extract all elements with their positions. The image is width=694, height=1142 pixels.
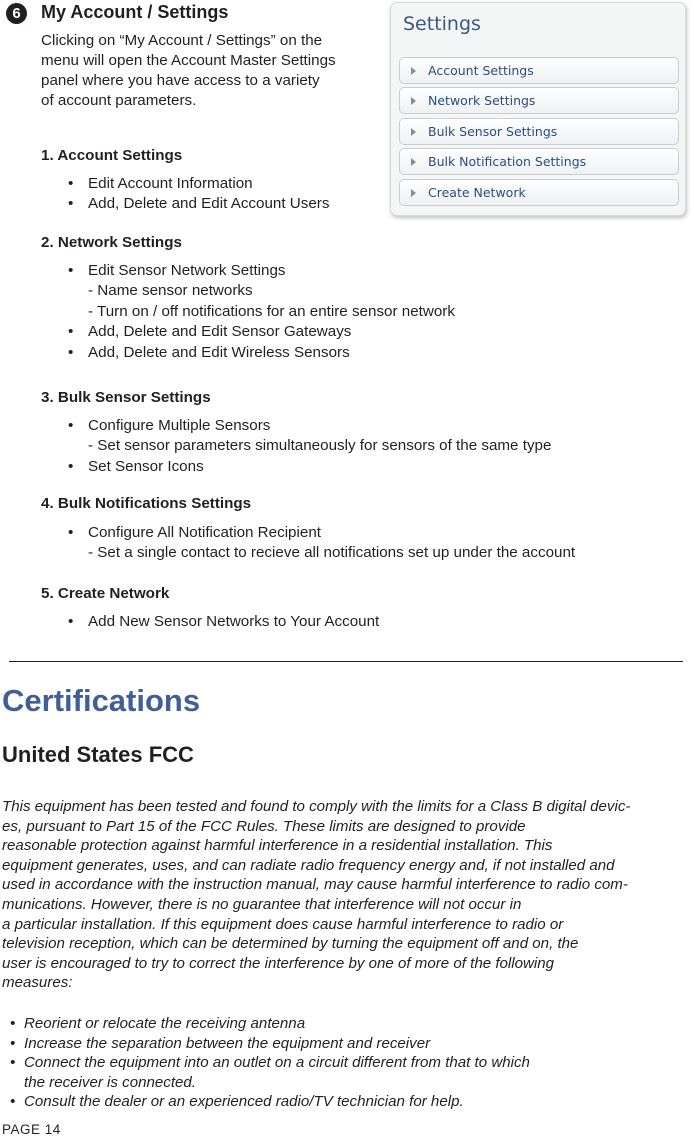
caret-right-icon [411,97,416,105]
list-item [68,174,329,194]
certifications-heading: Certifications [2,683,201,718]
settings-item-label: Account Settings [428,63,534,78]
bullet: • [10,1015,16,1032]
fcc-line: es, pursuant to Part 15 of the FCC Rules. These limits are designed to provide [2,817,526,835]
section-heading-network-settings: 2. Network Settings [41,234,182,251]
settings-item-label: Network Settings [428,93,536,108]
list-item-text: Add, Delete and Edit Account Users [88,195,330,213]
settings-panel [390,2,686,216]
list-item [68,416,551,436]
bullet: • [68,195,74,213]
fcc-line: measures: [2,974,73,992]
intro-line: menu will open the Account Master Settings [41,52,336,69]
bullet: • [68,343,74,361]
section-heading-bulk-notifications-settings: 4. Bulk Notifications Settings [41,495,252,512]
list-item-continuation: the receiver is connected. [24,1073,196,1091]
create-network-list [68,612,379,632]
intro-line: Clicking on “My Account / Settings” on the [41,32,323,49]
list-item-text: Configure All Notification Recipient [88,524,321,541]
fcc-line: a particular installation. If this equipment does cause harmful interference to radio or [2,915,564,933]
settings-item-label: Bulk Notification Settings [428,154,587,169]
fcc-statement [2,797,690,993]
fcc-line: munications. However, there is no guarantee that interference will not occur in [2,895,522,913]
list-item-text: Connect the equipment into an outlet on a circuit different from that to which [24,1054,530,1072]
caret-right-icon [411,128,416,136]
bulk-notification-settings-button[interactable] [399,148,679,175]
section-heading-create-network: 5. Create Network [41,585,170,602]
settings-panel-title: Settings [403,13,481,35]
section-heading-account-settings: 1. Account Settings [41,147,183,164]
list-item-text: Consult the dealer or an experienced radio/TV technician for help. [24,1093,464,1111]
fcc-line: television reception, which can be determined by turning the equipment off and on, the [2,935,579,953]
page-number: PAGE 14 [2,1122,61,1137]
step-number-badge [6,3,27,24]
bullet: • [10,1054,16,1072]
caret-right-icon [411,189,416,197]
bullet: • [68,262,74,279]
account-settings-list [68,174,329,215]
list-item-text: Configure Multiple Sensors [88,417,271,434]
list-item [68,523,575,543]
intro-line: of account parameters. [41,92,197,109]
bullet: • [68,524,74,541]
bulk-notifications-list [68,523,575,564]
list-item [10,1053,690,1073]
create-network-button[interactable] [399,179,679,206]
caret-right-icon [411,158,416,166]
list-item-text: Add, Delete and Edit Sensor Gateways [88,323,352,341]
section-divider [9,661,683,662]
bullet: • [10,1034,16,1052]
list-item-text: Add, Delete and Edit Wireless Sensors [88,343,350,361]
list-item-text: Edit Account Information [88,175,253,192]
list-item [10,1034,690,1054]
fcc-line: equipment generates, uses, and can radiate radio frequency energy and, if not installed and [2,856,615,874]
list-item [68,322,455,342]
list-item-text: Increase the separation between the equipment and receiver [24,1034,431,1052]
list-item-text: Reorient or relocate the receiving antenna [24,1015,306,1032]
bullet: • [10,1093,16,1111]
list-item [10,1092,690,1112]
list-item [68,194,329,214]
fcc-line: This equipment has been tested and found to comply with the limits for a Class B digital devic- [2,798,631,815]
bullet: • [68,323,74,341]
bullet: • [68,613,74,630]
list-item [10,1014,690,1034]
network-settings-button[interactable] [399,87,679,114]
settings-item-label: Create Network [428,185,526,200]
fcc-line: used in accordance with the instruction manual, may cause harmful interference to radio com- [2,876,628,894]
fcc-heading: United States FCC [2,742,194,767]
fcc-line: user is encouraged to try to correct the interference by one of more of the following [2,954,555,972]
fcc-measures-list [10,1014,690,1112]
step-number: 6 [12,5,21,22]
list-item [68,457,551,477]
list-item-text: Add New Sensor Networks to Your Account [88,613,380,630]
network-settings-list [68,261,455,363]
list-item [68,612,379,632]
intro-line: panel where you have access to a variety [41,72,320,89]
list-subitem: - Set sensor parameters simultaneously for sensors of the same type [88,437,552,455]
list-item [68,261,455,281]
account-settings-button[interactable] [399,57,679,84]
intro-paragraph [41,31,371,111]
list-item [68,343,455,363]
step-title: My Account / Settings [41,2,229,22]
section-heading-bulk-sensor-settings: 3. Bulk Sensor Settings [41,389,211,406]
list-subitem: - Turn on / off notifications for an entire sensor network [88,302,455,320]
bulk-sensor-settings-button[interactable] [399,118,679,145]
bullet: • [68,457,74,475]
settings-item-label: Bulk Sensor Settings [428,124,558,139]
list-subitem: - Name sensor networks [88,282,253,300]
list-subitem: - Set a single contact to recieve all notifications set up under the account [88,544,576,562]
list-item-text: Set Sensor Icons [88,457,204,475]
bullet: • [68,175,74,192]
bullet: • [68,417,74,434]
caret-right-icon [411,67,416,75]
list-item-text: Edit Sensor Network Settings [88,262,286,279]
fcc-line: reasonable protection against harmful interference in a residential installation. This [2,837,553,855]
bulk-sensor-settings-list [68,416,551,477]
